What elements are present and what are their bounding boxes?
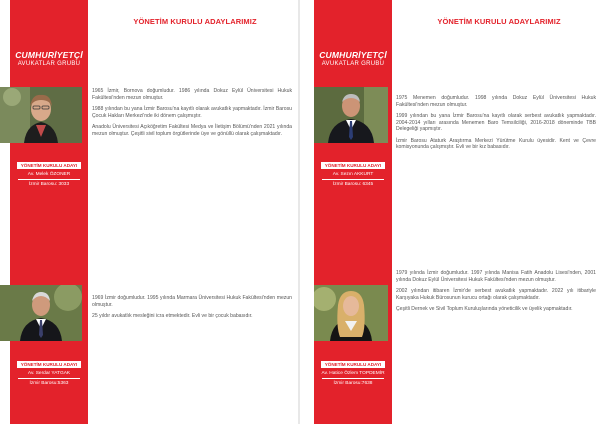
group-logo xyxy=(314,50,392,67)
candidate-tag: YÖNETİM KURULU ADAYI xyxy=(17,361,81,368)
candidate-name: Av. Melek ÖZONER xyxy=(27,172,71,177)
right-page xyxy=(300,0,600,424)
caption-divider xyxy=(18,179,80,180)
candidate-name: Av. Sezın AKKURT xyxy=(332,172,374,177)
candidate-tag: YÖNETİM KURULU ADAYI xyxy=(321,361,385,368)
candidate-caption xyxy=(314,361,392,386)
bio-paragraph: 1979 yılında İzmir doğumludur. 1997 yılında Manisa Fatih Anadolu Lisesi'nden, 2001 yılında Dokuz Eylül Üniversitesi Hukuk Fakültesi'nden mezun olmuştur. xyxy=(396,270,596,283)
candidate-bio xyxy=(396,95,596,156)
candidate-caption xyxy=(10,162,88,187)
logo-line1: CUMHURİYETÇİ xyxy=(15,50,83,60)
caption-divider xyxy=(322,179,384,180)
candidate-tag: YÖNETİM KURULU ADAYI xyxy=(321,162,385,169)
candidate-bar-number: İzmir Barosu:7638 xyxy=(333,380,373,386)
candidate-bar-number: İzmir Barosu: 6345 xyxy=(332,181,374,187)
logo-line1: CUMHURİYETÇİ xyxy=(319,50,387,60)
candidate-bar-number: İzmir Barosu:5363 xyxy=(29,380,69,386)
candidate-photo xyxy=(314,285,388,341)
bio-paragraph: 1969 İzmir doğumludur. 1995 yılında Marmara Üniversitesi Hukuk Fakültesi'nden mezun olmuştur. xyxy=(92,295,292,308)
candidate-tag: YÖNETİM KURULU ADAYI xyxy=(17,162,81,169)
logo-line2: AVUKATLAR GRUBU xyxy=(17,61,81,67)
bio-paragraph: 1965 İzmir, Bornova doğumludur. 1986 yılında Dokuz Eylül Üniversitesi Hukuk Fakültesi'nden mezun olmuştur. xyxy=(92,88,292,101)
caption-divider xyxy=(18,378,80,379)
bio-paragraph: 2002 yılından itibaren İzmir'de serbest avukatlık yapmaktadır. 2022 yılı itibariyle Karşıyaka Hukuk Bürosunun kurucu ortağı olarak çalışmaktadır. xyxy=(396,288,596,301)
logo-line2: AVUKATLAR GRUBU xyxy=(321,61,385,67)
candidate-bar-number: İzmir Barosu: 3033 xyxy=(28,181,70,187)
candidate-bio xyxy=(396,270,596,318)
bio-paragraph: 1975 Menemen doğumludur. 1998 yılında Dokuz Eylül Üniversitesi Hukuk Fakültesi'nden mezun olmuştur. xyxy=(396,95,596,108)
candidate-name: Av. Serdar YATGAK xyxy=(27,371,71,376)
bio-paragraph: 25 yıldır avukatlık mesleğini icra etmektedir. Evli ve bir çocuk babasıdır. xyxy=(92,313,253,320)
candidate-caption xyxy=(314,162,392,187)
bio-paragraph: Çeşitli Dernek ve Sivil Toplum Kuruluşlarında yöneticilik ve üyelik yapmaktadır. xyxy=(396,306,573,313)
group-logo xyxy=(10,50,88,67)
candidate-name: Av. Hatice Özlem TOPDEMİR xyxy=(321,371,385,376)
candidate-caption xyxy=(10,361,88,386)
page-heading: YÖNETİM KURULU ADAYLARIMIZ xyxy=(133,17,257,26)
caption-divider xyxy=(322,378,384,379)
candidate-bio xyxy=(92,295,292,325)
bio-paragraph: 1988 yılından bu yana İzmir Barosu'na kayıtlı olarak avukatlık yapmaktadır. İzmir Barosu Çocuk Hakları Merkezi'nde iki dönem çalışmıştır. xyxy=(92,106,292,119)
candidate-bio xyxy=(92,88,292,142)
page-heading: YÖNETİM KURULU ADAYLARIMIZ xyxy=(437,17,561,26)
candidate-photo xyxy=(0,285,82,341)
candidate-photo xyxy=(0,87,82,143)
bio-paragraph: Anadolu Üniversitesi Açıköğretim Fakültesi Medya ve İletişim Bölümü'nden 2021 yılında mezun olmuştur. Çeşitli sivil toplum örgütlerinde üye ve gönüllü olarak çalışmaktadır. xyxy=(92,124,292,137)
bio-paragraph: İzmir Barosu Ataturk Araştırma Merkezi Yürütme Kurulu üyesidir. Kent ve Çevre komisyonunda çalışmıştır. Evli ve bir kız babasıdır. xyxy=(396,137,596,151)
candidate-photo xyxy=(314,87,388,143)
bio-paragraph: 1999 yılından bu yana İzmir Barosu'na kayıtlı olarak serbest avukatlık yapmaktadır. 2004-2014 yılları arasında Menemen Baro Temsilciliği, 2016-2018 döneminde TBB Delegeliği yapmıştır. xyxy=(396,113,596,133)
